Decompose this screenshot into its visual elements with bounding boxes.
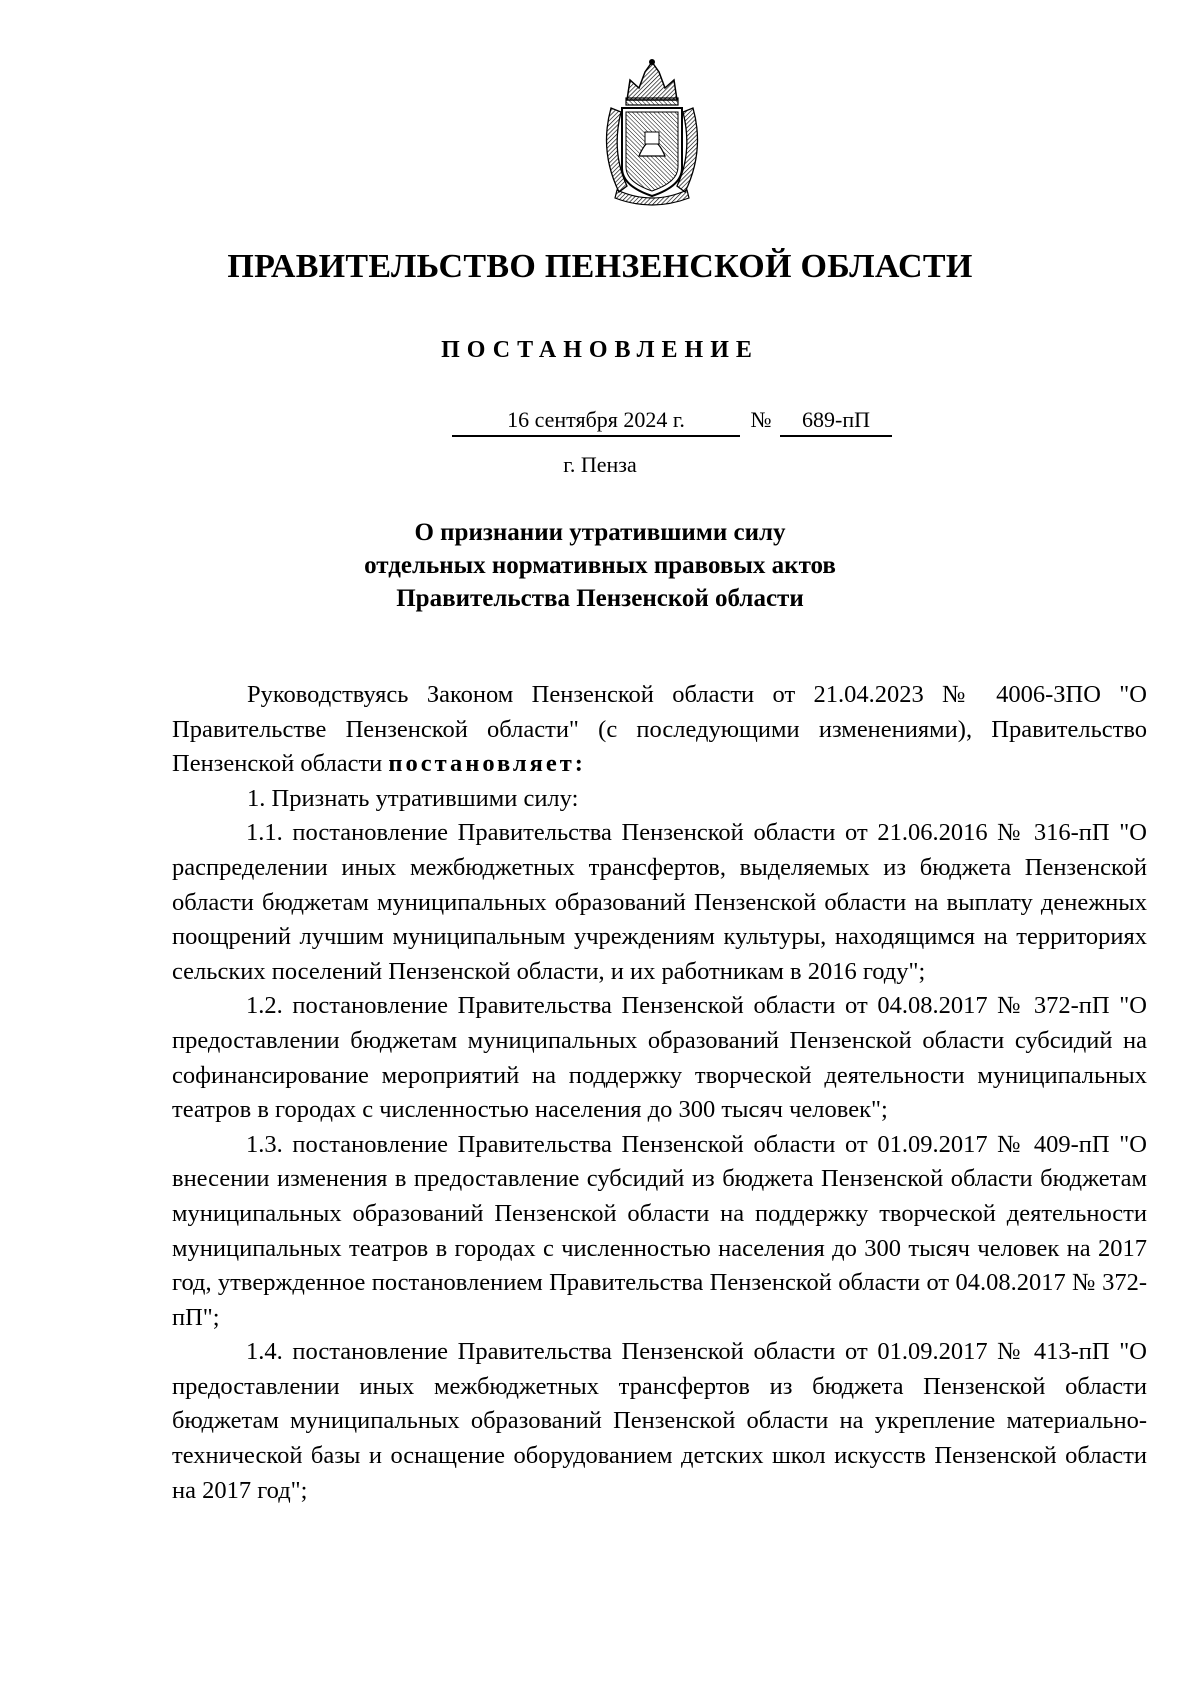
number-field bbox=[780, 405, 892, 439]
coat-of-arms-emblem bbox=[597, 56, 707, 206]
preamble-paragraph bbox=[172, 678, 1147, 782]
heading-line-2: отдельных нормативных правовых актов bbox=[364, 552, 836, 579]
item-1: 1. Признать утратившими силу: bbox=[247, 784, 579, 812]
subitem-1-1: 1.1. постановление Правительства Пензенской области от 21.06.2016 № 316-пП "О распределении иных межбюджетных трансфертов, выделяемых из бюджета Пензенской области бюджетам муниципальных образований Пензенской области на выплату денежных поощрений лучшим муниципальным учреждениям культуры, находящимся на территориях сельских поселений Пензенской области, и их работникам в 2016 году"; bbox=[172, 819, 1147, 985]
date-field bbox=[452, 405, 740, 439]
subitem-1-2: 1.2. постановление Правительства Пензенской области от 04.08.2017 № 372-пП "О предоставлении бюджетам муниципальных образований Пензенской области субсидий на софинансирование мероприятий на поддержку творческой деятельности муниципальных театров в городах с численностью населения до 300 тысяч человек"; bbox=[172, 992, 1147, 1124]
decree-word: постановляет: bbox=[388, 750, 586, 778]
subitem-1-4: 1.4. постановление Правительства Пензенской области от 01.09.2017 № 413-пП "О предоставлении иных межбюджетных трансфертов из бюджета Пензенской области бюджетам муниципальных образований Пензенской области на укрепление материально-технической базы и оснащение оборудованием детских школ искусств Пензенской области на 2017 год"; bbox=[172, 1338, 1147, 1504]
date-underline bbox=[452, 435, 740, 437]
document-number: 689-пП bbox=[802, 407, 870, 432]
document-date: 16 сентября 2024 г. bbox=[507, 407, 685, 432]
preamble-text: Руководствуясь Законом Пензенской области от 21.04.2023 № 4006-ЗПО "О Правительстве Пензенской области" (с последующими изменениями), Правительство Пензенской области bbox=[172, 681, 1147, 778]
heading-line-3: Правительства Пензенской области bbox=[396, 585, 804, 612]
document-type: ПОСТАНОВЛЕНИЕ bbox=[441, 337, 759, 363]
heading-line-1: О признании утратившими силу bbox=[414, 519, 786, 546]
city: г. Пенза bbox=[563, 452, 637, 477]
subitem-1-3: 1.3. постановление Правительства Пензенской области от 01.09.2017 № 409-пП "О внесении изменения в предоставление субсидий из бюджета Пензенской области бюджетам муниципальных образований Пензенской области на поддержку творческой деятельности муниципальных театров в городах с численностью населения до 300 тысяч человек на 2017 год, утвержденное постановлением Правительства Пензенской области от 04.08.2017 № 372-пП"; bbox=[172, 1130, 1147, 1331]
document-heading bbox=[0, 516, 1200, 615]
number-underline bbox=[780, 435, 892, 437]
organization-title: ПРАВИТЕЛЬСТВО ПЕНЗЕНСКОЙ ОБЛАСТИ bbox=[227, 248, 973, 285]
document-body bbox=[172, 678, 1147, 1508]
number-sign: № bbox=[750, 407, 772, 432]
